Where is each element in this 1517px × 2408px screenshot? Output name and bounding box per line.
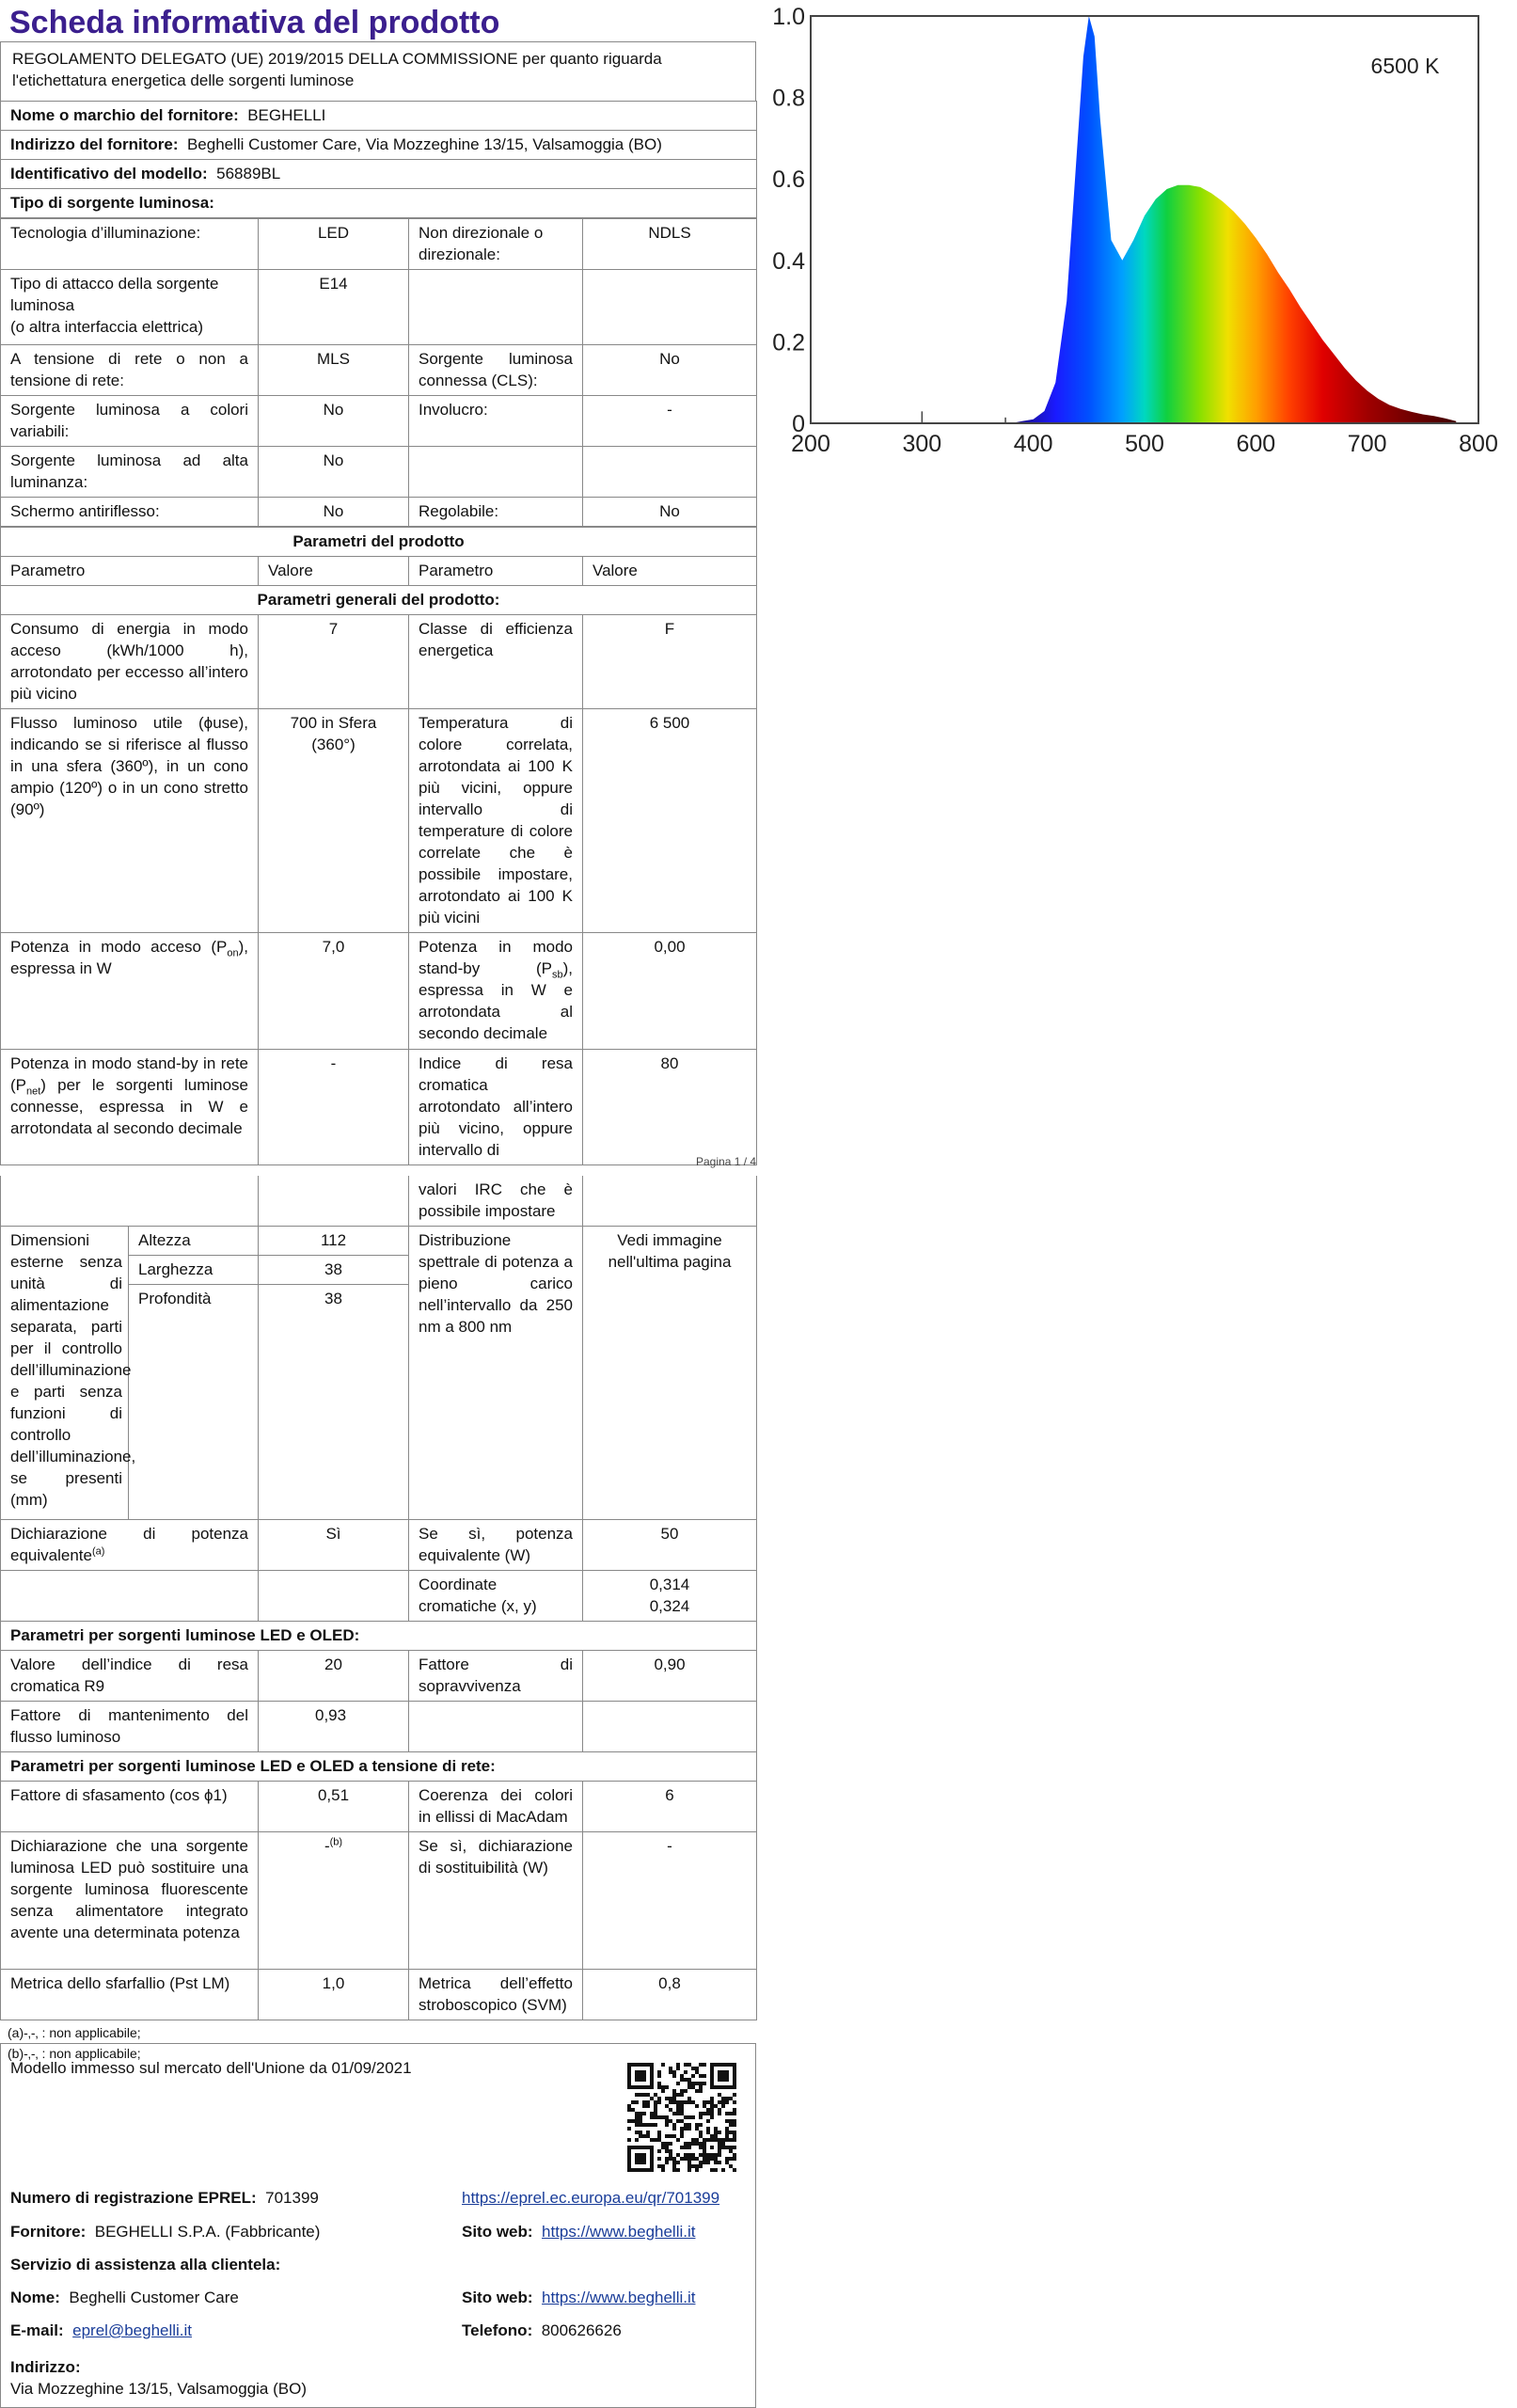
sheet-page-1 xyxy=(0,0,756,1159)
r9-label: Valore dell’indice di resa cromatica R9 xyxy=(1,1651,259,1702)
stroboscopic-value: 0,8 xyxy=(583,1970,757,2020)
x-tick-label: 400 xyxy=(1013,431,1053,457)
tech-value: LED xyxy=(259,219,409,270)
efficiency-class-value: F xyxy=(583,615,757,709)
cri-label-cont: valori IRC che è possibile impostare xyxy=(409,1176,583,1227)
macadam-value: 6 xyxy=(583,1782,757,1832)
product-params-table xyxy=(0,527,757,1165)
customer-service-heading: Servizio di assistenza alla clientela: xyxy=(10,2256,281,2273)
x-tick-label: 700 xyxy=(1347,431,1387,457)
power-factor-value: 0,51 xyxy=(259,1782,409,1832)
standby-power-label: Potenza in modo stand-by $(P_{sb})$, espressa in W e arrotondata al secondo decimale xyxy=(409,933,583,1050)
service-name: Beghelli Customer Care xyxy=(69,2289,239,2306)
service-address: Via Mozzeghine 13/15, Valsamoggia (BO) xyxy=(10,2380,307,2398)
replacement-value: -$^{(b)}$ xyxy=(259,1832,409,1970)
network-standby-value: - xyxy=(259,1050,409,1165)
spectral-distribution-chart xyxy=(758,0,1517,470)
supplier-name: BEGHELLI xyxy=(247,106,326,124)
y-tick-label: 0.2 xyxy=(772,329,805,356)
y-tick-label: 1.0 xyxy=(772,4,805,30)
cls-value: No xyxy=(583,345,757,396)
params-heading: Parametri del prodotto xyxy=(1,528,757,557)
anti-glare-label: Schermo antiriflesso: xyxy=(1,498,259,527)
col-param-2: Parametro xyxy=(409,557,583,586)
supplier-table xyxy=(0,101,757,218)
directional-label: Non direzionale o direzionale: xyxy=(409,219,583,270)
macadam-label: Coerenza dei colori in ellissi di MacAdam xyxy=(409,1782,583,1832)
envelope-label: Involucro: xyxy=(409,396,583,447)
energy-label: Consumo di energia in modo acceso (kWh/1000 h), arrotondato per eccesso all’intero più vicino xyxy=(1,615,259,709)
width-value: 38 xyxy=(259,1256,409,1285)
height-label: Altezza xyxy=(129,1227,259,1256)
cct-label: Temperatura di colore correlata, arrotondata ai 100 K più vicini, oppure intervallo di temperature di colore correlate che è possibile impostare, arrotondato ai 100 K più vicini xyxy=(409,709,583,933)
source-type-heading: Tipo di sorgente luminosa: xyxy=(1,189,757,218)
depth-value: 38 xyxy=(259,1285,409,1520)
high-luminance-label: Sorgente luminosa ad alta luminanza: xyxy=(1,447,259,498)
col-value-2: Valore xyxy=(583,557,757,586)
replacement-watt-label: Se sì, dichiarazione di sostituibilità (W) xyxy=(409,1832,583,1970)
flicker-label: Metrica dello sfarfallio (Pst LM) xyxy=(1,1970,259,2020)
service-website-link[interactable]: https://www.beghelli.it xyxy=(542,2289,696,2306)
dimmable-label: Regolabile: xyxy=(409,498,583,527)
depth-label: Profondità xyxy=(129,1285,259,1520)
page-number: Pagina 1 / 4 xyxy=(696,1155,757,1168)
eprel-number: 701399 xyxy=(265,2189,319,2207)
model-id: 56889BL xyxy=(216,165,281,182)
general-params-heading: Parametri generali del prodotto: xyxy=(1,586,757,615)
efficiency-class-label: Classe di efficienza energetica xyxy=(409,615,583,709)
supplier-address: Beghelli Customer Care, Via Mozzeghine 13/15, Valsamoggia (BO) xyxy=(186,135,662,153)
mains-label: A tensione di rete o non a tensione di rete: xyxy=(1,345,259,396)
on-power-label: Potenza in modo acceso $(P_{on})$, espressa in W xyxy=(1,933,259,1050)
equivalent-power-value: Sì xyxy=(259,1520,409,1571)
energy-value: 7 xyxy=(259,615,409,709)
x-tick-label: 300 xyxy=(902,431,942,457)
email-link[interactable]: eprel@beghelli.it xyxy=(72,2321,193,2339)
chromaticity-value: 0,314 0,324 xyxy=(583,1571,757,1622)
source-type-table xyxy=(0,218,757,527)
mains-value: MLS xyxy=(259,345,409,396)
anti-glare-value: No xyxy=(259,498,409,527)
col-value-1: Valore xyxy=(259,557,409,586)
regulation-intro: REGOLAMENTO DELEGATO (UE) 2019/2015 DELLA COMMISSIONE per quanto riguarda l'etichettatura energetica delle sorgenti luminose xyxy=(0,41,756,101)
address-label: Indirizzo: xyxy=(10,2358,81,2376)
flicker-value: 1,0 xyxy=(259,1970,409,2020)
product-params-table-cont xyxy=(0,1176,757,2020)
flux-label: Flusso luminoso utile (ϕuse), indicando se si riferisce al flusso in una sfera (360º), in un cono ampio (120º) o in un cono stretto (90º) xyxy=(1,709,259,933)
r9-value: 20 xyxy=(259,1651,409,1702)
page-title: Scheda informativa del prodotto xyxy=(9,5,500,40)
equivalent-watt-value: 50 xyxy=(583,1520,757,1571)
envelope-value: - xyxy=(583,396,757,447)
replacement-label: Dichiarazione che una sorgente luminosa LED può sostituire una sorgente luminosa fluorescente senza alimentatore integrato avente una determinata potenza xyxy=(1,1832,259,1970)
mains-led-heading: Parametri per sorgenti luminose LED e OLED a tensione di rete: xyxy=(1,1752,757,1782)
equivalent-power-label: Dichiarazione di potenza equivalente$^{(a)}$ xyxy=(1,1520,259,1571)
eprel-footer: Modello immesso sul mercato dell'Unione da 01/09/2021 Numero di registrazione EPREL: 701399 https://eprel.ec.europa.eu/qr/701399 Fornitore: BEGHELLI S.P.A. (Fabbricante) Sito web: https://www.beghelli.it Servizio di assistenza alla clientela: Nome: Beghelli Customer Care Sito web: https://www.beghelli.it E-mail: eprel@beghelli.it Telefono: 800626626 Indirizzo: Via Mozzeghine 13/15, Valsamoggia (BO) xyxy=(0,2043,756,2408)
directional-value: NDLS xyxy=(583,219,757,270)
y-tick-label: 0 xyxy=(792,411,805,437)
network-standby-label: Potenza in modo stand-by in rete $(P_{net})$ per le sorgenti luminose connesse, espressa in W e arrotondata al secondo decimale xyxy=(1,1050,259,1165)
survival-value: 0,90 xyxy=(583,1651,757,1702)
cri-label: Indice di resa cromatica arrotondato all’intero più vicino, oppure intervallo di xyxy=(409,1050,583,1165)
eprel-link[interactable]: https://eprel.ec.europa.eu/qr/701399 xyxy=(462,2189,720,2207)
y-tick-label: 0.8 xyxy=(772,85,805,112)
footer-supplier: BEGHELLI S.P.A. (Fabbricante) xyxy=(94,2223,321,2241)
x-tick-label: 500 xyxy=(1125,431,1164,457)
supplier-name-row: Nome o marchio del fornitore: BEGHELLI xyxy=(1,102,757,131)
survival-label: Fattore di sopravvivenza xyxy=(409,1651,583,1702)
y-tick-label: 0.4 xyxy=(772,247,805,275)
col-param-1: Parametro xyxy=(1,557,259,586)
model-id-row: Identificativo del modello: 56889BL xyxy=(1,160,757,189)
standby-power-value: 0,00 xyxy=(583,933,757,1050)
stroboscopic-label: Metrica dell’effetto stroboscopico (SVM) xyxy=(409,1970,583,2020)
cls-label: Sorgente luminosa connessa (CLS): xyxy=(409,345,583,396)
footnote-a: (a)-‚-‚ : non applicabile; xyxy=(8,2025,141,2040)
on-power-value: 7,0 xyxy=(259,933,409,1050)
cap-label: Tipo di attacco della sorgente luminosa (o altra interfaccia elettrica) xyxy=(1,270,259,345)
replacement-watt-value: - xyxy=(583,1832,757,1970)
chromaticity-label: Coordinate cromatiche (x, y) xyxy=(409,1571,583,1622)
led-params-heading: Parametri per sorgenti luminose LED e OLED: xyxy=(1,1622,757,1651)
cct-annotation: 6500 K xyxy=(1370,54,1440,78)
footnote-b: (b)-‚-‚ : non applicabile; xyxy=(8,2046,141,2061)
color-tunable-value: No xyxy=(259,396,409,447)
y-tick-label: 0.6 xyxy=(772,166,805,194)
x-tick-label: 200 xyxy=(791,431,830,457)
lumen-maintenance-value: 0,93 xyxy=(259,1702,409,1752)
color-tunable-label: Sorgente luminosa a colori variabili: xyxy=(1,396,259,447)
equivalent-watt-label: Se sì, potenza equivalente (W) xyxy=(409,1520,583,1571)
cri-value: 80 xyxy=(583,1050,757,1165)
sheet-page-2 xyxy=(0,1176,756,2066)
spd-label: Distribuzione spettrale di potenza a pieno carico nell’intervallo da 250 nm a 800 nm xyxy=(409,1227,583,1520)
phone-number: 800626626 xyxy=(541,2321,622,2339)
x-tick-label: 800 xyxy=(1459,431,1498,457)
power-factor-label: Fattore di sfasamento (cos ϕ1) xyxy=(1,1782,259,1832)
cct-value: 6 500 xyxy=(583,709,757,933)
dimensions-label: Dimensioni esterne senza unità di alimentazione separata, parti per il controllo dell’illuminazione e parti senza funzioni di controllo dell’illuminazione, se presenti (mm) xyxy=(1,1227,129,1520)
dimmable-value: No xyxy=(583,498,757,527)
tech-label: Tecnologia d’illuminazione: xyxy=(1,219,259,270)
width-label: Larghezza xyxy=(129,1256,259,1285)
qr-code-icon[interactable] xyxy=(627,2063,736,2172)
x-tick-label: 600 xyxy=(1236,431,1276,457)
market-date: Modello immesso sul mercato dell'Unione da 01/09/2021 xyxy=(10,2059,412,2077)
spd-value: Vedi immagine nell'ultima pagina xyxy=(583,1227,757,1520)
lumen-maintenance-label: Fattore di mantenimento del flusso luminoso xyxy=(1,1702,259,1752)
cap-value: E14 xyxy=(259,270,409,345)
supplier-website-link[interactable]: https://www.beghelli.it xyxy=(542,2223,696,2241)
high-luminance-value: No xyxy=(259,447,409,498)
height-value: 112 xyxy=(259,1227,409,1256)
supplier-address-row: Indirizzo del fornitore: Beghelli Customer Care, Via Mozzeghine 13/15, Valsamoggia (BO) xyxy=(1,131,757,160)
flux-value: 700 in Sfera (360°) xyxy=(259,709,409,933)
